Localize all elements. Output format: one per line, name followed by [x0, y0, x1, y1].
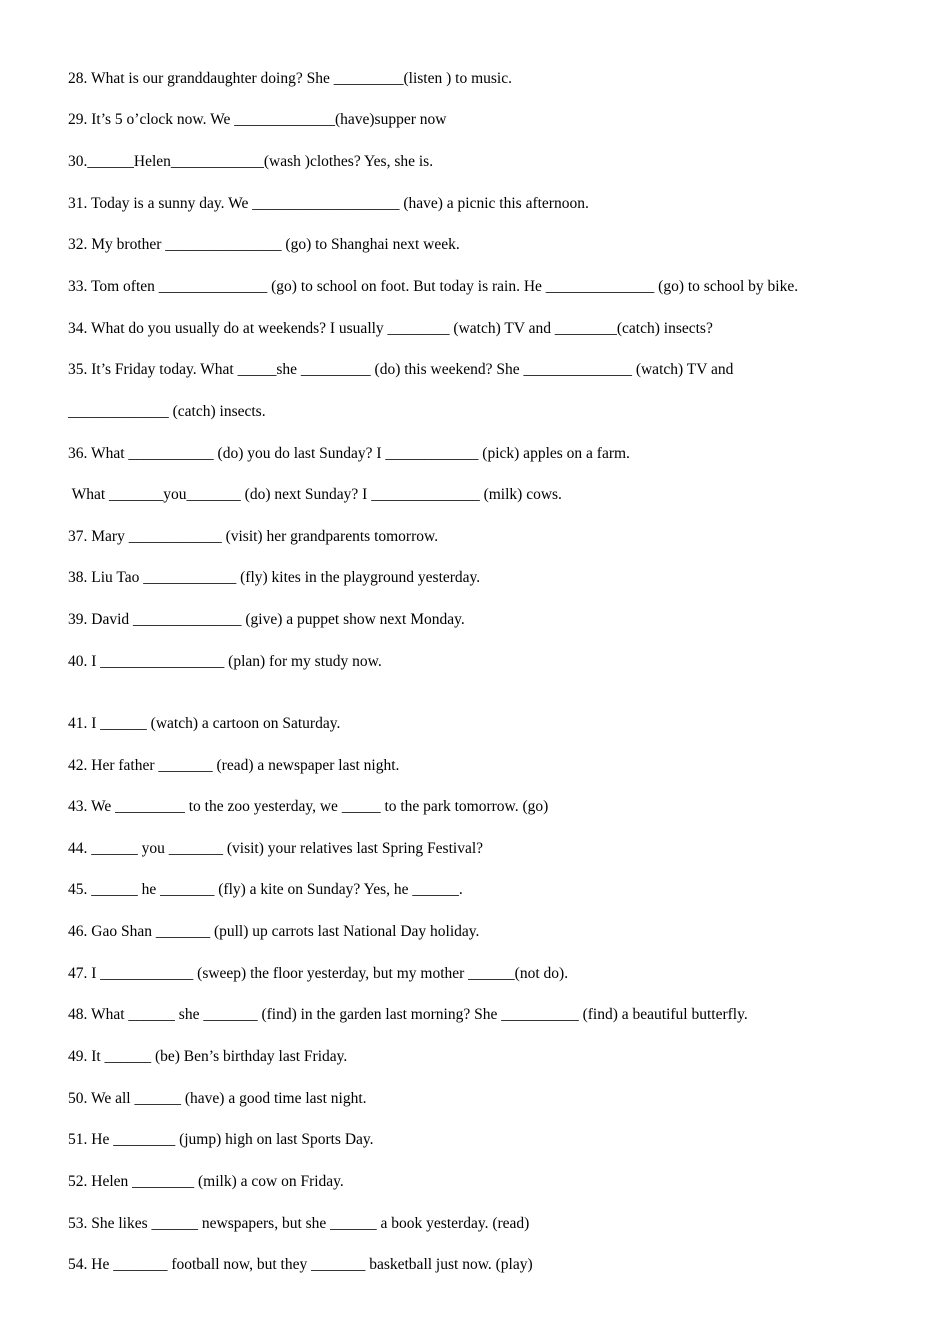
- exercise-line-36: 36. What ___________ (do) you do last Sunday? I ____________ (pick) apples on a farm.: [68, 445, 630, 462]
- exercise-line-29: 29. It’s 5 o’clock now. We _____________(have)supper now: [68, 111, 447, 128]
- exercise-line-38: 38. Liu Tao ____________ (fly) kites in the playground yesterday.: [68, 569, 481, 586]
- exercise-line-46: 46. Gao Shan _______ (pull) up carrots last National Day holiday.: [68, 923, 480, 940]
- exercise-line-28: 28. What is our granddaughter doing? She _________(listen ) to music.: [68, 70, 512, 87]
- exercise-line-44: 44. ______ you _______ (visit) your relatives last Spring Festival?: [68, 840, 484, 857]
- exercise-line-51: 51. He ________ (jump) high on last Sports Day.: [68, 1131, 374, 1148]
- exercise-line-40: 40. I ________________ (plan) for my study now.: [68, 653, 382, 670]
- exercise-line-53: 53. She likes ______ newspapers, but she ______ a book yesterday. (read): [68, 1215, 530, 1232]
- exercise-line-35: 35. It’s Friday today. What _____she _________ (do) this weekend? She ______________ (watch) TV and: [68, 361, 734, 378]
- exercise-line-33: 33. Tom often ______________ (go) to school on foot. But today is rain. He ______________ (go) to school by bike.: [68, 278, 799, 295]
- exercise-line-45: 45. ______ he _______ (fly) a kite on Sunday? Yes, he ______.: [68, 881, 463, 898]
- exercise-line-39: 39. David ______________ (give) a puppet show next Monday.: [68, 611, 465, 628]
- exercise-line-31: 31. Today is a sunny day. We ___________________ (have) a picnic this afternoon.: [68, 195, 589, 212]
- exercise-line-34: 34. What do you usually do at weekends? I usually ________ (watch) TV and ________(catch) insects?: [68, 320, 713, 337]
- exercise-line-47: 47. I ____________ (sweep) the floor yesterday, but my mother ______(not do).: [68, 965, 569, 982]
- exercise-line-52: 52. Helen ________ (milk) a cow on Friday.: [68, 1173, 344, 1190]
- exercise-line-30: 30.______Helen____________(wash )clothes? Yes, she is.: [68, 153, 434, 170]
- exercise-line-48: 48. What ______ she _______ (find) in the garden last morning? She __________ (find) a beautiful butterfly.: [68, 1006, 748, 1023]
- exercise-line-41: 41. I ______ (watch) a cartoon on Saturday.: [68, 715, 341, 732]
- exercise-line-50: 50. We all ______ (have) a good time last night.: [68, 1090, 367, 1107]
- exercise-line-43: 43. We _________ to the zoo yesterday, we _____ to the park tomorrow. (go): [68, 798, 549, 815]
- exercise-line-37: 37. Mary ____________ (visit) her grandparents tomorrow.: [68, 528, 439, 545]
- exercise-line-35-cont: _____________ (catch) insects.: [68, 403, 266, 420]
- exercise-line-36-cont: What _______you_______ (do) next Sunday? I ______________ (milk) cows.: [68, 486, 562, 503]
- exercise-line-54: 54. He _______ football now, but they _______ basketball just now. (play): [68, 1256, 533, 1273]
- exercise-line-42: 42. Her father _______ (read) a newspaper last night.: [68, 757, 400, 774]
- exercise-line-49: 49. It ______ (be) Ben’s birthday last Friday.: [68, 1048, 348, 1065]
- exercise-line-32: 32. My brother _______________ (go) to Shanghai next week.: [68, 236, 460, 253]
